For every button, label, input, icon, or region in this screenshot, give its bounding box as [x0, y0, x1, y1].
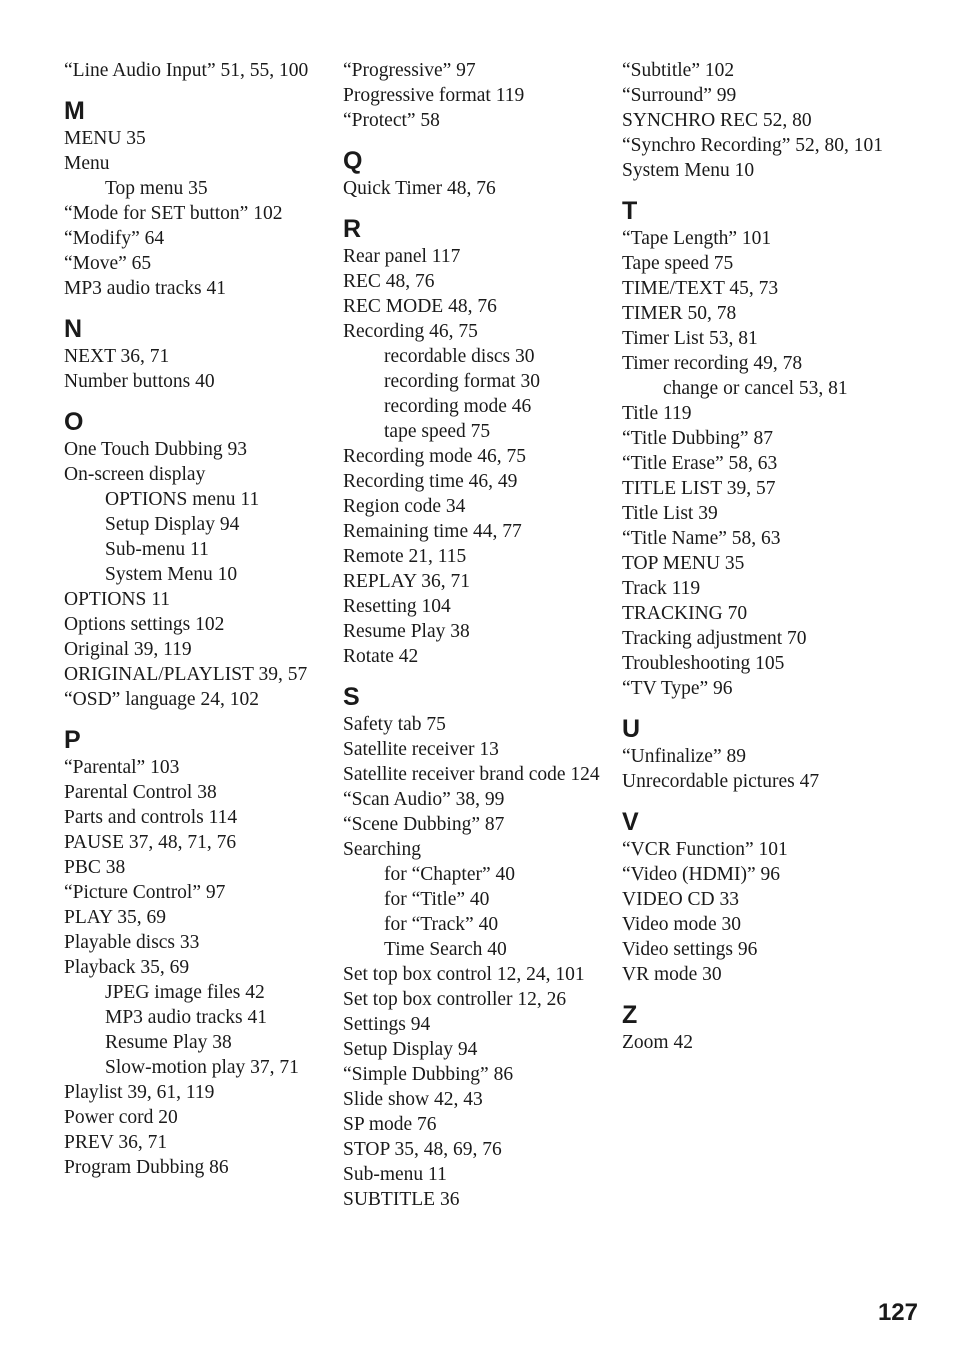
- index-entry: Rear panel 117: [343, 246, 461, 267]
- index-entry: NEXT 36, 71: [64, 346, 170, 367]
- index-entry: Settings 94: [343, 1014, 431, 1035]
- index-entry: “TV Type” 96: [622, 678, 733, 699]
- index-entry: TIMER 50, 78: [622, 303, 737, 324]
- index-entry: “Unfinalize” 89: [622, 746, 746, 767]
- section-letter-heading: V: [622, 808, 639, 836]
- index-entry: “Scan Audio” 38, 99: [343, 789, 505, 810]
- index-entry: Remote 21, 115: [343, 546, 467, 567]
- index-entry: “Video (HDMI)” 96: [622, 864, 781, 885]
- index-entry: Video settings 96: [622, 939, 758, 960]
- index-entry: Resetting 104: [343, 596, 451, 617]
- index-section: [622, 1001, 884, 1055]
- index-section: [622, 808, 884, 987]
- index-entry: Region code 34: [343, 496, 466, 517]
- index-entry: “Mode for SET button” 102: [64, 203, 283, 224]
- index-entry: TOP MENU 35: [622, 553, 745, 574]
- index-entry: “Title Erase” 58, 63: [622, 453, 778, 474]
- index-entry: Original 39, 119: [64, 639, 192, 660]
- index-entry: Rotate 42: [343, 646, 419, 667]
- section-letter-heading: O: [64, 408, 84, 436]
- index-subentry: for “Chapter” 40: [384, 864, 516, 885]
- index-entry: “Simple Dubbing” 86: [343, 1064, 514, 1085]
- index-entry: STOP 35, 48, 69, 76: [343, 1139, 502, 1160]
- index-entry: Track 119: [622, 578, 701, 599]
- index-subentry: for “Title” 40: [384, 889, 490, 910]
- index-column-2: [343, 58, 605, 1226]
- index-entry: REC MODE 48, 76: [343, 296, 497, 317]
- index-subentry: recording format 30: [384, 371, 540, 392]
- index-entry: Video mode 30: [622, 914, 742, 935]
- index-entry: Resume Play 38: [343, 621, 470, 642]
- index-entry: Unrecordable pictures 47: [622, 771, 820, 792]
- index-entry: PBC 38: [64, 857, 126, 878]
- index-subentry: change or cancel 53, 81: [663, 378, 848, 399]
- index-entry: Recording 46, 75: [343, 321, 478, 342]
- index-entry: “Picture Control” 97: [64, 882, 226, 903]
- index-entry: Title List 39: [622, 503, 718, 524]
- index-entry: “Synchro Recording” 52, 80, 101: [622, 135, 884, 156]
- index-section: [343, 58, 605, 133]
- index-entry: Set top box control 12, 24, 101: [343, 964, 585, 985]
- index-subentry: Time Search 40: [384, 939, 507, 960]
- section-letter-heading: M: [64, 97, 85, 125]
- index-entry: Searching: [343, 839, 421, 860]
- index-subentry: OPTIONS menu 11: [105, 489, 260, 510]
- index-entry: “Parental” 103: [64, 757, 180, 778]
- index-entry: “Title Dubbing” 87: [622, 428, 773, 449]
- index-entry: “Modify” 64: [64, 228, 165, 249]
- index-entry: Tape speed 75: [622, 253, 734, 274]
- section-letter-heading: P: [64, 726, 81, 754]
- index-entry: TRACKING 70: [622, 603, 748, 624]
- index-subentry: for “Track” 40: [384, 914, 499, 935]
- index-subentry: Top menu 35: [105, 178, 208, 199]
- index-entry: Playlist 39, 61, 119: [64, 1082, 215, 1103]
- index-section: [343, 215, 605, 669]
- index-entry: Set top box controller 12, 26: [343, 989, 567, 1010]
- index-subentry: recordable discs 30: [384, 346, 535, 367]
- index-subentry: JPEG image files 42: [105, 982, 265, 1003]
- index-subentry: recording mode 46: [384, 396, 532, 417]
- index-entry: Progressive format 119: [343, 85, 525, 106]
- index-entry: Safety tab 75: [343, 714, 446, 735]
- index-section: [343, 683, 605, 1212]
- index-column-3: [622, 58, 884, 1069]
- index-entry: PLAY 35, 69: [64, 907, 167, 928]
- index-entry: VIDEO CD 33: [622, 889, 739, 910]
- index-subentry: Slow-motion play 37, 71: [105, 1057, 299, 1078]
- index-entry: Options settings 102: [64, 614, 225, 635]
- section-letter-heading: N: [64, 315, 83, 343]
- index-entry: SUBTITLE 36: [343, 1189, 460, 1210]
- index-section: [622, 715, 884, 794]
- index-entry: Sub-menu 11: [343, 1164, 447, 1185]
- section-letter-heading: T: [622, 197, 638, 225]
- index-entry: MP3 audio tracks 41: [64, 278, 226, 299]
- index-entry: REC 48, 76: [343, 271, 435, 292]
- index-entry: Timer List 53, 81: [622, 328, 758, 349]
- index-entry: Satellite receiver 13: [343, 739, 499, 760]
- index-entry: Parts and controls 114: [64, 807, 238, 828]
- index-entry: One Touch Dubbing 93: [64, 439, 247, 460]
- index-subentry: Setup Display 94: [105, 514, 240, 535]
- index-entry: “Protect” 58: [343, 110, 440, 131]
- index-column-1: [64, 58, 326, 1194]
- index-section: [64, 97, 326, 301]
- index-subentry: Sub-menu 11: [105, 539, 209, 560]
- index-entry: Quick Timer 48, 76: [343, 178, 496, 199]
- index-entry: Menu: [64, 153, 110, 174]
- index-entry: Parental Control 38: [64, 782, 217, 803]
- page-number: 127: [877, 1299, 918, 1326]
- index-entry: “Surround” 99: [622, 85, 737, 106]
- index-entry: MENU 35: [64, 128, 146, 149]
- index-entry: TITLE LIST 39, 57: [622, 478, 776, 499]
- index-entry: Remaining time 44, 77: [343, 521, 522, 542]
- index-entry: Slide show 42, 43: [343, 1089, 483, 1110]
- index-entry: SYNCHRO REC 52, 80: [622, 110, 812, 131]
- index-entry: Satellite receiver brand code 124: [343, 764, 600, 785]
- section-letter-heading: S: [343, 683, 360, 711]
- index-subentry: tape speed 75: [384, 421, 491, 442]
- index-entry: “Title Name” 58, 63: [622, 528, 781, 549]
- index-entry: “OSD” language 24, 102: [64, 689, 259, 710]
- index-section: [343, 147, 605, 201]
- section-letter-heading: Q: [343, 147, 363, 175]
- index-entry: Tracking adjustment 70: [622, 628, 807, 649]
- index-entry: “Tape Length” 101: [622, 228, 772, 249]
- index-section: [64, 726, 326, 1180]
- index-entry: PAUSE 37, 48, 71, 76: [64, 832, 237, 853]
- index-entry: “Scene Dubbing” 87: [343, 814, 505, 835]
- index-entry: “Move” 65: [64, 253, 152, 274]
- index-entry: Zoom 42: [622, 1032, 693, 1053]
- index-entry: Setup Display 94: [343, 1039, 478, 1060]
- index-entry: SP mode 76: [343, 1114, 437, 1135]
- index-entry: Title 119: [622, 403, 692, 424]
- index-subentry: Resume Play 38: [105, 1032, 232, 1053]
- index-section: [622, 197, 884, 701]
- index-entry: Playback 35, 69: [64, 957, 190, 978]
- index-entry: Program Dubbing 86: [64, 1157, 229, 1178]
- index-subentry: System Menu 10: [105, 564, 238, 585]
- index-entry: VR mode 30: [622, 964, 722, 985]
- section-letter-heading: U: [622, 715, 641, 743]
- index-section: [64, 58, 326, 83]
- index-entry: Timer recording 49, 78: [622, 353, 803, 374]
- index-entry: Troubleshooting 105: [622, 653, 785, 674]
- index-entry: “Line Audio Input” 51, 55, 100: [64, 60, 309, 81]
- index-section: [622, 58, 884, 183]
- index-entry: “Progressive” 97: [343, 60, 476, 81]
- index-entry: Number buttons 40: [64, 371, 215, 392]
- index-entry: On-screen display: [64, 464, 206, 485]
- index-subentry: MP3 audio tracks 41: [105, 1007, 267, 1028]
- index-entry: Power cord 20: [64, 1107, 178, 1128]
- index-entry: Playable discs 33: [64, 932, 200, 953]
- index-section: [64, 315, 326, 394]
- index-entry: Recording time 46, 49: [343, 471, 518, 492]
- index-entry: Recording mode 46, 75: [343, 446, 527, 467]
- index-section: [64, 408, 326, 712]
- index-entry: TIME/TEXT 45, 73: [622, 278, 779, 299]
- index-entry: REPLAY 36, 71: [343, 571, 470, 592]
- section-letter-heading: Z: [622, 1001, 638, 1029]
- section-letter-heading: R: [343, 215, 362, 243]
- index-entry: ORIGINAL/PLAYLIST 39, 57: [64, 664, 308, 685]
- index-entry: System Menu 10: [622, 160, 755, 181]
- index-entry: “VCR Function” 101: [622, 839, 788, 860]
- index-entry: OPTIONS 11: [64, 589, 170, 610]
- index-entry: “Subtitle” 102: [622, 60, 735, 81]
- index-entry: PREV 36, 71: [64, 1132, 168, 1153]
